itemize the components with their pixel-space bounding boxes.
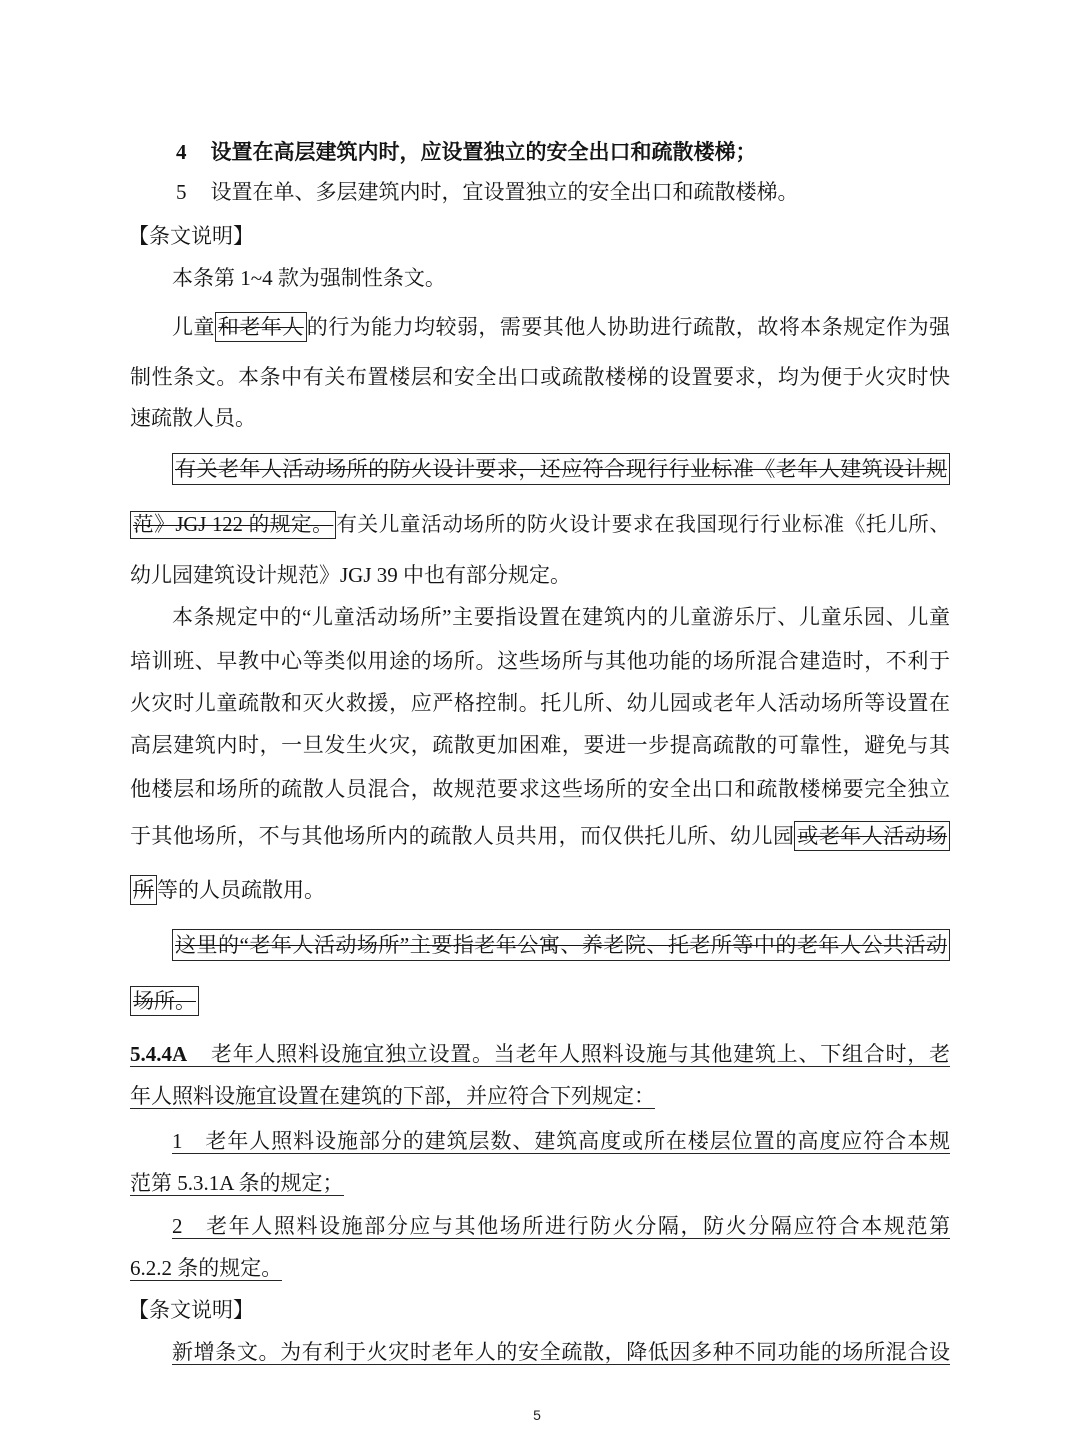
deleted-text: 所 xyxy=(130,875,157,905)
paragraph-1-line-2: 制性条文。本条中有关布置楼层和安全出口或疏散楼梯的设置要求，均为便于火灾时快 xyxy=(130,365,950,389)
text-segment: 有关儿童活动场所的防火设计要求在我国现行行业标准《托儿所、 xyxy=(336,514,951,536)
paragraph-1-line-3: 速疏散人员。 xyxy=(130,406,256,430)
explanation-2-line-1 xyxy=(172,1336,950,1368)
explanation-heading: 【条文说明】 xyxy=(128,1298,254,1322)
item-number: 1 xyxy=(172,1129,183,1153)
clause-5-4-4a-line-1 xyxy=(130,1038,950,1070)
clause-5-4-4a-item-2-line-1 xyxy=(172,1210,950,1242)
text-segment: 的行为能力均较弱，需要其他人协助进行疏散，故将本条规定作为强 xyxy=(306,315,951,339)
paragraph-2-line-1 xyxy=(172,453,950,485)
paragraph-4-line-2 xyxy=(130,985,199,1017)
paragraph-3-line-5: 他楼层和场所的疏散人员混合，故规范要求这些场所的安全出口和疏散楼梯要完全独立 xyxy=(130,777,950,801)
inserted-text xyxy=(130,1042,950,1067)
paragraph-3-line-6 xyxy=(130,820,950,852)
text-segment: 老年人照料设施部分应与其他场所进行防火分隔，防火分隔应符合本规范第 xyxy=(204,1214,950,1238)
deleted-text: 和老年人 xyxy=(215,312,307,342)
clause-5-4-4a-line-2 xyxy=(130,1080,655,1112)
paragraph-4-line-1 xyxy=(172,929,950,961)
deleted-text: 有关老年人活动场所的防火设计要求，还应符合现行行业标准《老年人建筑设计规 xyxy=(172,453,950,485)
clause-5-4-4a-item-2-line-2 xyxy=(130,1252,282,1284)
item-number: 5 xyxy=(176,180,187,204)
item-number: 2 xyxy=(172,1214,183,1238)
text-segment: 老年人照料设施宜独立设置。当老年人照料设施与其他建筑上、下组合时，老 xyxy=(210,1042,950,1066)
inserted-text xyxy=(172,1129,950,1154)
paragraph-3-line-2: 培训班、早教中心等类似用途的场所。这些场所与其他功能的场所混合建造时，不利于 xyxy=(130,649,950,673)
text-segment: 老年人照料设施部分的建筑层数、建筑高度或所在楼层位置的高度应符合本规 xyxy=(204,1129,950,1153)
paragraph-3-line-3: 火灾时儿童疏散和灭火救援，应严格控制。托儿所、幼儿园或老年人活动场所等设置在 xyxy=(130,691,950,715)
clause-5-4-4a-item-1-line-2 xyxy=(130,1167,344,1199)
inserted-text: 范第 5.3.1A 条的规定； xyxy=(130,1171,344,1195)
inserted-text: 6.2.2 条的规定。 xyxy=(130,1256,283,1280)
deleted-text: 或老年人活动场 xyxy=(794,821,950,851)
clause-item-4 xyxy=(176,136,757,168)
text-segment: 儿童 xyxy=(172,315,215,339)
mandatory-note: 本条第 1~4 款为强制性条文。 xyxy=(172,266,446,290)
paragraph-3-line-4: 高层建筑内时，一旦发生火灾，疏散更加困难，要进一步提高疏散的可靠性，避免与其 xyxy=(130,733,950,757)
text-segment: 等的人员疏散用。 xyxy=(157,878,325,902)
deleted-text: 范》JGJ 122 的规定。 xyxy=(130,511,336,539)
text-segment: 于其他场所，不与其他场所内的疏散人员共用，而仅供托儿所、幼儿园 xyxy=(130,824,795,848)
clause-item-5 xyxy=(176,176,799,208)
paragraph-3-line-7 xyxy=(130,874,325,906)
inserted-text: 新增条文。为有利于火灾时老年人的安全疏散，降低因多种不同功能的场所混合设 xyxy=(172,1340,950,1364)
page-number: 5 xyxy=(533,1407,541,1423)
inserted-text xyxy=(172,1214,950,1239)
clause-5-4-4a-item-1-line-1 xyxy=(172,1125,950,1157)
item-number: 4 xyxy=(176,140,187,164)
paragraph-1-line-1 xyxy=(172,311,950,343)
item-text: 设置在单、多层建筑内时，宜设置独立的安全出口和疏散楼梯。 xyxy=(210,180,799,204)
paragraph-2-line-3: 幼儿园建筑设计规范》JGJ 39 中也有部分规定。 xyxy=(130,563,572,587)
deleted-text: 场所。 xyxy=(130,986,199,1016)
clause-number: 5.4.4A xyxy=(130,1042,188,1066)
paragraph-3-line-1: 本条规定中的“儿童活动场所”主要指设置在建筑内的儿童游乐厅、儿童乐园、儿童 xyxy=(172,605,950,629)
item-text: 设置在高层建筑内时，应设置独立的安全出口和疏散楼梯； xyxy=(210,140,757,164)
inserted-text: 年人照料设施宜设置在建筑的下部，并应符合下列规定： xyxy=(130,1084,655,1108)
deleted-text: 这里的“老年人活动场所”主要指老年公寓、养老院、托老所等中的老年人公共活动 xyxy=(172,929,950,961)
paragraph-2-line-2 xyxy=(130,509,950,541)
explanation-heading: 【条文说明】 xyxy=(128,224,254,248)
